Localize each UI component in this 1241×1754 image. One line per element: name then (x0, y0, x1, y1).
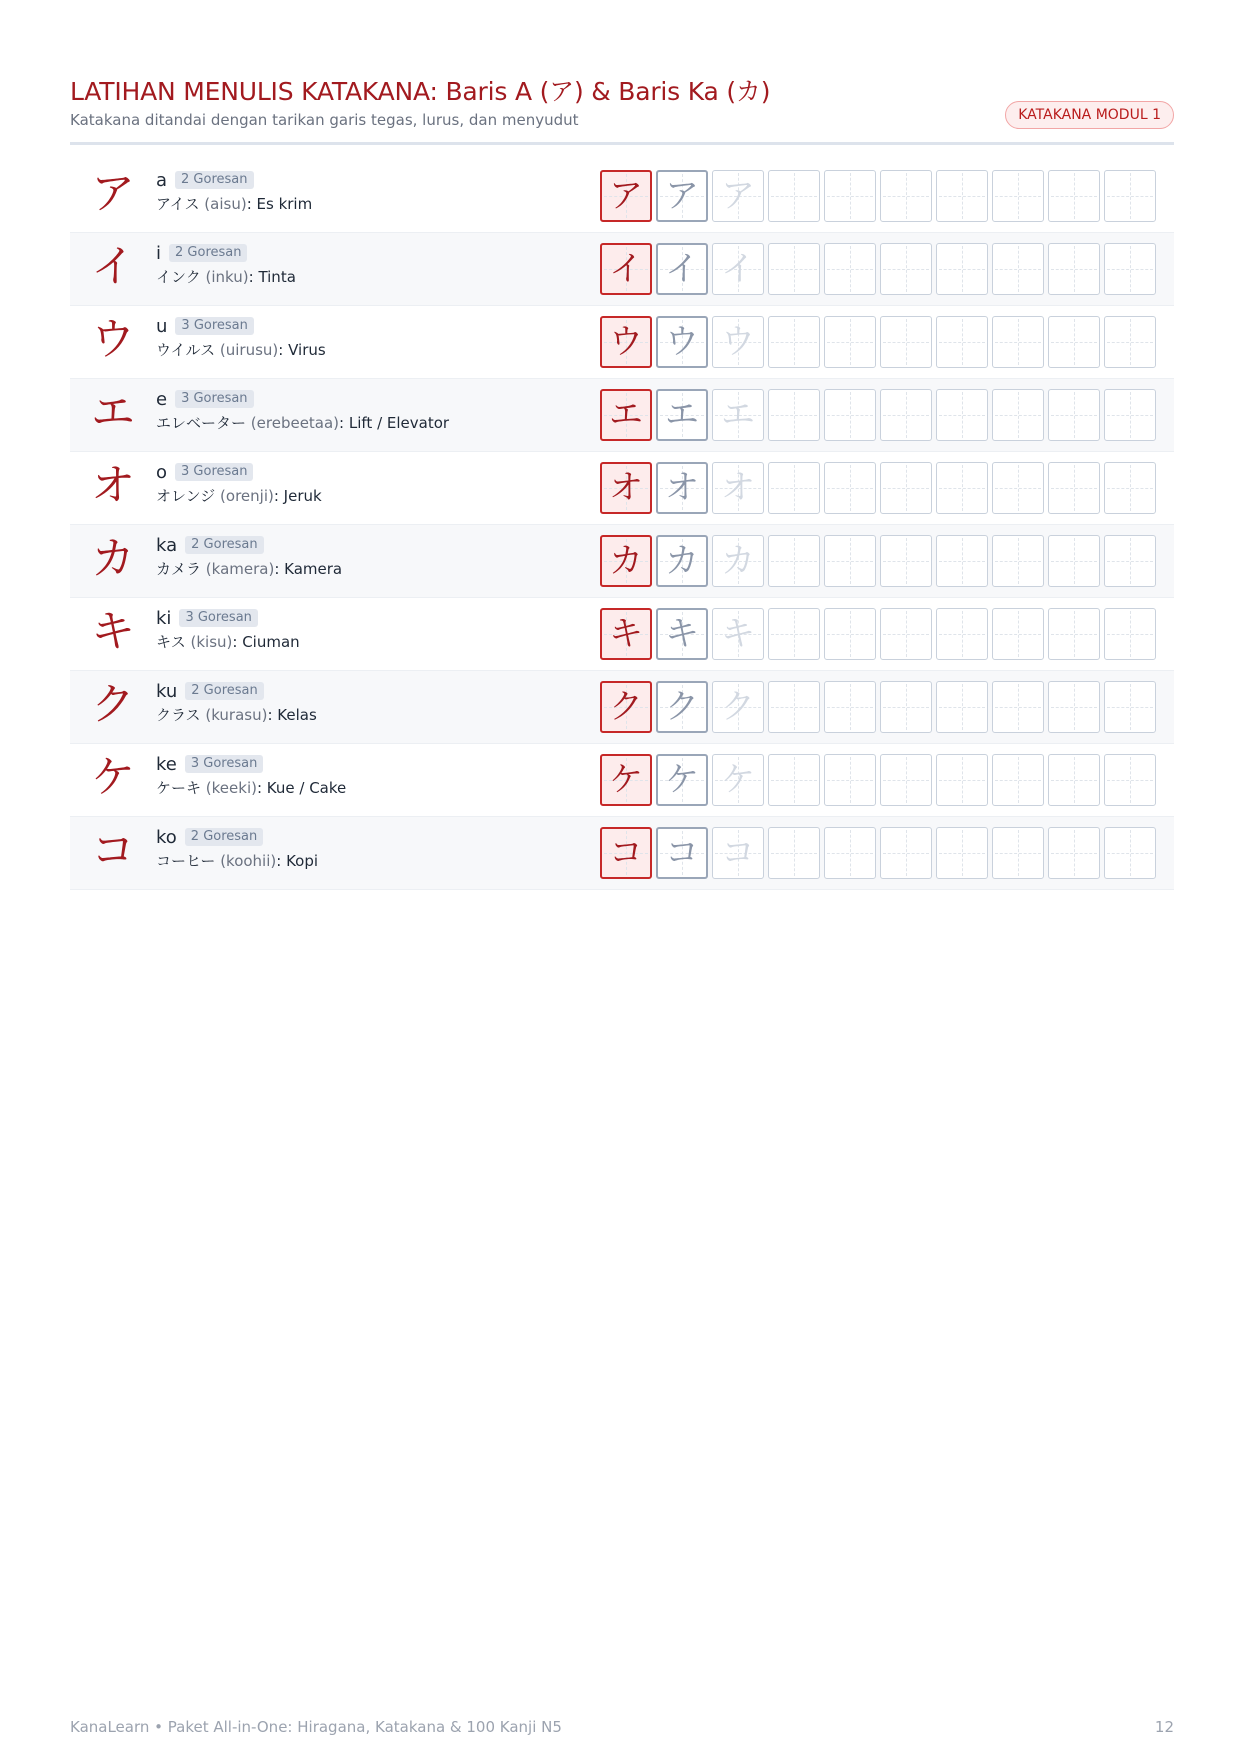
faint-trace-cell: コ (712, 827, 764, 879)
empty-practice-cell[interactable] (768, 681, 820, 733)
empty-practice-cell[interactable] (824, 389, 876, 441)
romaji: e (156, 388, 168, 410)
empty-practice-cell[interactable] (992, 462, 1044, 514)
writing-grid (600, 462, 1160, 514)
empty-practice-cell[interactable] (824, 681, 876, 733)
empty-practice-cell[interactable] (936, 827, 988, 879)
empty-practice-cell[interactable] (880, 754, 932, 806)
empty-practice-cell[interactable] (824, 243, 876, 295)
empty-practice-cell[interactable] (936, 462, 988, 514)
kana-info (156, 241, 456, 289)
stroke-count-badge: 2 Goresan (169, 244, 247, 262)
kana-character: ウ (91, 314, 135, 365)
empty-practice-cell[interactable] (992, 754, 1044, 806)
example-word: インク (inku): Tinta (156, 268, 296, 286)
empty-practice-cell[interactable] (1048, 827, 1100, 879)
example-kana: エレベーター (156, 414, 247, 432)
empty-practice-cell[interactable] (768, 754, 820, 806)
empty-practice-cell[interactable] (880, 535, 932, 587)
empty-practice-cell[interactable] (1048, 316, 1100, 368)
empty-practice-cell[interactable] (1104, 681, 1156, 733)
example-meaning: Es krim (256, 195, 313, 213)
example-kana: クラス (156, 706, 201, 724)
stroke-count-badge: 3 Goresan (179, 609, 257, 627)
faint-trace-cell: イ (712, 243, 764, 295)
stroke-count-badge: 3 Goresan (175, 463, 253, 481)
example-word: オレンジ (orenji): Jeruk (156, 487, 322, 505)
faint-trace-cell: オ (712, 462, 764, 514)
model-character-cell: イ (600, 243, 652, 295)
empty-practice-cell[interactable] (1104, 754, 1156, 806)
empty-practice-cell[interactable] (1104, 827, 1156, 879)
example-word: キス (kisu): Ciuman (156, 633, 300, 651)
kana-info (156, 168, 456, 216)
kana-info (156, 606, 456, 654)
example-meaning: Tinta (258, 268, 296, 286)
faint-trace-cell: キ (712, 608, 764, 660)
trace-character-cell: カ (656, 535, 708, 587)
kana-info (156, 752, 456, 800)
empty-practice-cell[interactable] (992, 243, 1044, 295)
stroke-count-badge: 2 Goresan (175, 171, 253, 189)
kana-info (156, 679, 456, 727)
romaji: o (156, 461, 168, 483)
practice-row (70, 525, 1174, 598)
faint-trace-cell: ケ (712, 754, 764, 806)
practice-row (70, 671, 1174, 744)
empty-practice-cell[interactable] (1048, 170, 1100, 222)
example-word: ケーキ (keeki): Kue / Cake (156, 779, 347, 797)
empty-practice-cell[interactable] (1104, 316, 1156, 368)
practice-rows (70, 160, 1174, 890)
stroke-count-badge: 2 Goresan (185, 682, 263, 700)
romaji: i (156, 242, 162, 264)
example-meaning: Ciuman (242, 633, 300, 651)
romaji: ke (156, 753, 177, 775)
practice-row (70, 452, 1174, 525)
example-meaning: Jeruk (283, 487, 322, 505)
practice-row (70, 744, 1174, 817)
model-character-cell: オ (600, 462, 652, 514)
empty-practice-cell[interactable] (824, 170, 876, 222)
empty-practice-cell[interactable] (880, 389, 932, 441)
trace-character-cell: オ (656, 462, 708, 514)
empty-practice-cell[interactable] (992, 608, 1044, 660)
romaji: ka (156, 534, 178, 556)
writing-grid (600, 827, 1160, 879)
writing-grid (600, 535, 1160, 587)
example-word: エレベーター (erebeetaa): Lift / Elevator (156, 414, 450, 432)
empty-practice-cell[interactable] (1104, 462, 1156, 514)
page-header (70, 68, 1174, 145)
romaji: ku (156, 680, 178, 702)
kana-info (156, 387, 456, 435)
example-word: アイス (aisu): Es krim (156, 195, 313, 213)
stroke-count-badge: 3 Goresan (175, 390, 253, 408)
example-kana: アイス (156, 195, 200, 213)
empty-practice-cell[interactable] (824, 754, 876, 806)
writing-grid (600, 608, 1160, 660)
empty-practice-cell[interactable] (936, 243, 988, 295)
kana-info (156, 314, 456, 362)
writing-grid (600, 754, 1160, 806)
worksheet-page (70, 0, 1174, 1754)
empty-practice-cell[interactable] (992, 681, 1044, 733)
empty-practice-cell[interactable] (824, 316, 876, 368)
writing-grid (600, 681, 1160, 733)
writing-grid (600, 389, 1160, 441)
faint-trace-cell: ク (712, 681, 764, 733)
writing-grid (600, 316, 1160, 368)
example-meaning: Kelas (277, 706, 317, 724)
example-meaning: Kue / Cake (266, 779, 347, 797)
example-reading: (inku) (205, 268, 249, 286)
empty-practice-cell[interactable] (1104, 170, 1156, 222)
stroke-count-badge: 3 Goresan (175, 317, 253, 335)
empty-practice-cell[interactable] (768, 170, 820, 222)
empty-practice-cell[interactable] (880, 243, 932, 295)
practice-row (70, 379, 1174, 452)
model-character-cell: キ (600, 608, 652, 660)
empty-practice-cell[interactable] (768, 462, 820, 514)
page-footer (70, 1718, 1174, 1738)
empty-practice-cell[interactable] (1104, 389, 1156, 441)
empty-practice-cell[interactable] (936, 170, 988, 222)
trace-character-cell: ア (656, 170, 708, 222)
model-character-cell: ア (600, 170, 652, 222)
empty-practice-cell[interactable] (1048, 535, 1100, 587)
example-reading: (uirusu) (219, 341, 279, 359)
faint-trace-cell: カ (712, 535, 764, 587)
example-kana: インク (156, 268, 201, 286)
model-character-cell: ク (600, 681, 652, 733)
kana-character: ア (91, 168, 135, 219)
example-kana: コーヒー (156, 852, 216, 870)
faint-trace-cell: ウ (712, 316, 764, 368)
romaji: ko (156, 826, 177, 848)
footer-text: KanaLearn • Paket All-in-One: Hiragana, Katakana & 100 Kanji N5 (70, 1718, 562, 1736)
empty-practice-cell[interactable] (1048, 754, 1100, 806)
example-word: ウイルス (uirusu): Virus (156, 341, 326, 359)
kana-info (156, 825, 456, 873)
kana-character: キ (91, 606, 135, 657)
page-title: LATIHAN MENULIS KATAKANA: Baris A (ア) & Baris Ka (カ) (70, 77, 771, 106)
empty-practice-cell[interactable] (992, 389, 1044, 441)
trace-character-cell: ク (656, 681, 708, 733)
example-kana: オレンジ (156, 487, 216, 505)
example-word: コーヒー (koohii): Kopi (156, 852, 319, 870)
empty-practice-cell[interactable] (768, 389, 820, 441)
example-reading: (koohii) (220, 852, 277, 870)
example-meaning: Kopi (286, 852, 319, 870)
example-kana: ウイルス (156, 341, 216, 359)
kana-character: オ (91, 460, 135, 511)
trace-character-cell: エ (656, 389, 708, 441)
example-word: カメラ (kamera): Kamera (156, 560, 343, 578)
practice-row (70, 817, 1174, 890)
empty-practice-cell[interactable] (992, 170, 1044, 222)
page-subtitle: Katakana ditandai dengan tarikan garis tegas, lurus, dan menyudut (70, 111, 579, 129)
module-badge: KATAKANA MODUL 1 (1005, 101, 1174, 129)
model-character-cell: エ (600, 389, 652, 441)
empty-practice-cell[interactable] (1104, 535, 1156, 587)
empty-practice-cell[interactable] (824, 827, 876, 879)
kana-character: イ (91, 241, 135, 292)
practice-row (70, 598, 1174, 671)
trace-character-cell: キ (656, 608, 708, 660)
kana-character: ク (91, 679, 135, 730)
empty-practice-cell[interactable] (1104, 243, 1156, 295)
example-kana: ケーキ (156, 779, 202, 797)
empty-practice-cell[interactable] (936, 681, 988, 733)
model-character-cell: ケ (600, 754, 652, 806)
empty-practice-cell[interactable] (824, 535, 876, 587)
empty-practice-cell[interactable] (768, 243, 820, 295)
example-reading: (kurasu) (205, 706, 268, 724)
example-meaning: Kamera (284, 560, 343, 578)
example-kana: キス (156, 633, 186, 651)
practice-row (70, 160, 1174, 233)
example-reading: (orenji) (220, 487, 274, 505)
example-kana: カメラ (156, 560, 202, 578)
kana-character: カ (91, 533, 135, 584)
stroke-count-badge: 3 Goresan (185, 755, 263, 773)
empty-practice-cell[interactable] (824, 608, 876, 660)
trace-character-cell: ケ (656, 754, 708, 806)
empty-practice-cell[interactable] (936, 316, 988, 368)
model-character-cell: ウ (600, 316, 652, 368)
example-meaning: Lift / Elevator (348, 414, 450, 432)
example-reading: (kisu) (190, 633, 233, 651)
empty-practice-cell[interactable] (992, 316, 1044, 368)
kana-info (156, 460, 456, 508)
empty-practice-cell[interactable] (768, 535, 820, 587)
kana-character: エ (91, 387, 135, 438)
empty-practice-cell[interactable] (880, 681, 932, 733)
empty-practice-cell[interactable] (936, 608, 988, 660)
empty-practice-cell[interactable] (1048, 608, 1100, 660)
example-reading: (kamera) (205, 560, 275, 578)
kana-character: コ (91, 825, 135, 876)
practice-row (70, 306, 1174, 379)
trace-character-cell: コ (656, 827, 708, 879)
stroke-count-badge: 2 Goresan (185, 828, 263, 846)
empty-practice-cell[interactable] (1048, 389, 1100, 441)
empty-practice-cell[interactable] (992, 827, 1044, 879)
page-number: 12 (1154, 1718, 1174, 1736)
empty-practice-cell[interactable] (768, 316, 820, 368)
trace-character-cell: ウ (656, 316, 708, 368)
empty-practice-cell[interactable] (880, 827, 932, 879)
kana-character: ケ (91, 752, 135, 803)
empty-practice-cell[interactable] (1048, 462, 1100, 514)
example-reading: (aisu) (204, 195, 247, 213)
example-meaning: Virus (288, 341, 326, 359)
model-character-cell: コ (600, 827, 652, 879)
romaji: u (156, 315, 168, 337)
empty-practice-cell[interactable] (992, 535, 1044, 587)
empty-practice-cell[interactable] (880, 462, 932, 514)
faint-trace-cell: エ (712, 389, 764, 441)
stroke-count-badge: 2 Goresan (185, 536, 263, 554)
empty-practice-cell[interactable] (1048, 243, 1100, 295)
example-reading: (erebeetaa) (250, 414, 340, 432)
empty-practice-cell[interactable] (824, 462, 876, 514)
romaji: a (156, 169, 168, 191)
empty-practice-cell[interactable] (1048, 681, 1100, 733)
romaji: ki (156, 607, 172, 629)
practice-row (70, 233, 1174, 306)
empty-practice-cell[interactable] (936, 389, 988, 441)
model-character-cell: カ (600, 535, 652, 587)
writing-grid (600, 170, 1160, 222)
empty-practice-cell[interactable] (880, 316, 932, 368)
trace-character-cell: イ (656, 243, 708, 295)
empty-practice-cell[interactable] (768, 608, 820, 660)
empty-practice-cell[interactable] (1104, 608, 1156, 660)
empty-practice-cell[interactable] (768, 827, 820, 879)
example-reading: (keeki) (205, 779, 257, 797)
empty-practice-cell[interactable] (936, 754, 988, 806)
empty-practice-cell[interactable] (880, 170, 932, 222)
empty-practice-cell[interactable] (936, 535, 988, 587)
faint-trace-cell: ア (712, 170, 764, 222)
empty-practice-cell[interactable] (880, 608, 932, 660)
writing-grid (600, 243, 1160, 295)
example-word: クラス (kurasu): Kelas (156, 706, 317, 724)
kana-info (156, 533, 456, 581)
